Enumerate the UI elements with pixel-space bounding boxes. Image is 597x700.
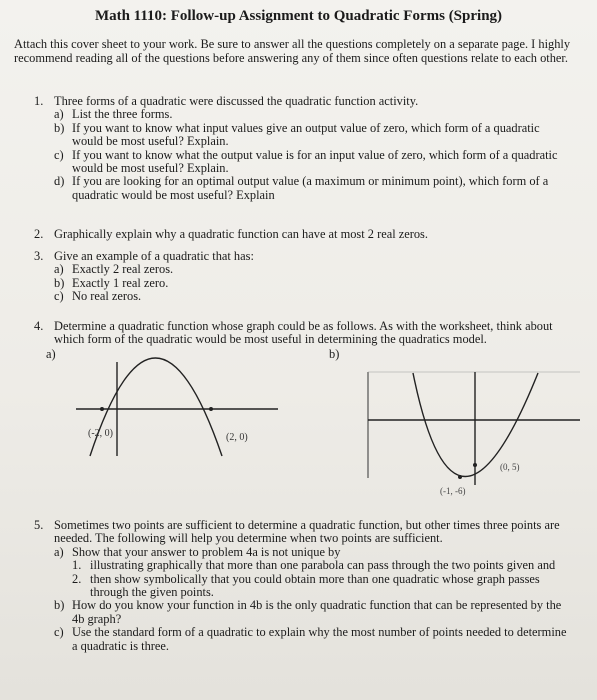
question-text: Three forms of a quadratic were discussed the quadratic function activity. <box>54 94 419 108</box>
question-number: 5. <box>34 518 44 532</box>
question-item: b) Exactly 1 real zero. <box>54 275 169 290</box>
graph-a-parabola <box>90 358 222 456</box>
question-item: c) If you want to know what the output value is for an input value of zero, which form of a quadratic would be most useful? Explain. <box>54 147 558 176</box>
question-text: Graphically explain why a quadratic function can have at most 2 real zeros. <box>54 227 428 241</box>
graph-b-label: b) <box>329 347 340 361</box>
question-text: Sometimes two points are sufficient to determine a quadratic function, but other times three points are needed. The following will help you determine when two points are sufficient. <box>54 518 560 546</box>
graph-b-point <box>458 475 462 479</box>
question-item: b) How do you know your function in 4b is the only quadratic function that can be represented by the 4b graph? <box>54 598 562 626</box>
question-subitem: 1. illustrating graphically that more than one parabola can pass through the two points given and <box>72 558 556 573</box>
graph-a-point <box>209 407 213 411</box>
intro-paragraph: Attach this cover sheet to your work. Be sure to answer all the questions completely on a separate page. I highly recommend reading all of the questions before answering any of them since often questions relate to each other. <box>14 37 571 65</box>
question-subitem: 2. then show symbolically that you could obtain more than one quadratic whose graph passes through the given points. <box>72 571 540 600</box>
graph-b-point <box>473 463 477 467</box>
question-item: c) No real zeros. <box>54 289 142 304</box>
page-title: Math 1110: Follow-up Assignment to Quadratic Forms (Spring) <box>94 8 503 24</box>
graph-a-label: a) <box>46 347 56 361</box>
question-number: 3. <box>34 249 44 263</box>
question-item: a) Exactly 2 real zeros. <box>54 262 174 277</box>
graph-b-point-label: (0, 5) <box>500 462 520 472</box>
graph-a-point-label: (2, 0) <box>226 432 248 443</box>
question-item: a) Show that your answer to problem 4a is not unique by <box>54 544 341 559</box>
question-item: a) List the three forms. <box>54 107 173 122</box>
question-item: c) Use the standard form of a quadratic to explain why the most number of points needed to determine a quadratic is three. <box>54 625 567 653</box>
graph-b-point-label: (-1, -6) <box>440 486 466 496</box>
graph-a-point-label: (-2, 0) <box>88 428 113 439</box>
question-item: d) If you are looking for an optimal output value (a maximum or minimum point), which form of a quadratic would be most useful? Explain <box>54 174 549 202</box>
question-text: Give an example of a quadratic that has: <box>54 249 254 263</box>
graph-a-point <box>100 407 104 411</box>
graph-b <box>368 372 580 496</box>
question-number: 2. <box>34 227 44 241</box>
question-5 <box>34 519 574 653</box>
question-item: b) If you want to know what input values give an output value of zero, which form of a quadratic would be most useful? Explain. <box>54 120 540 149</box>
question-number: 4. <box>34 319 44 333</box>
question-number: 1. <box>34 94 44 108</box>
graph-a <box>76 358 278 456</box>
question-text: Determine a quadratic function whose graph could be as follows. As with the worksheet, think about which form of the quadratic would be most useful in determining the quadratics model. <box>54 319 553 347</box>
